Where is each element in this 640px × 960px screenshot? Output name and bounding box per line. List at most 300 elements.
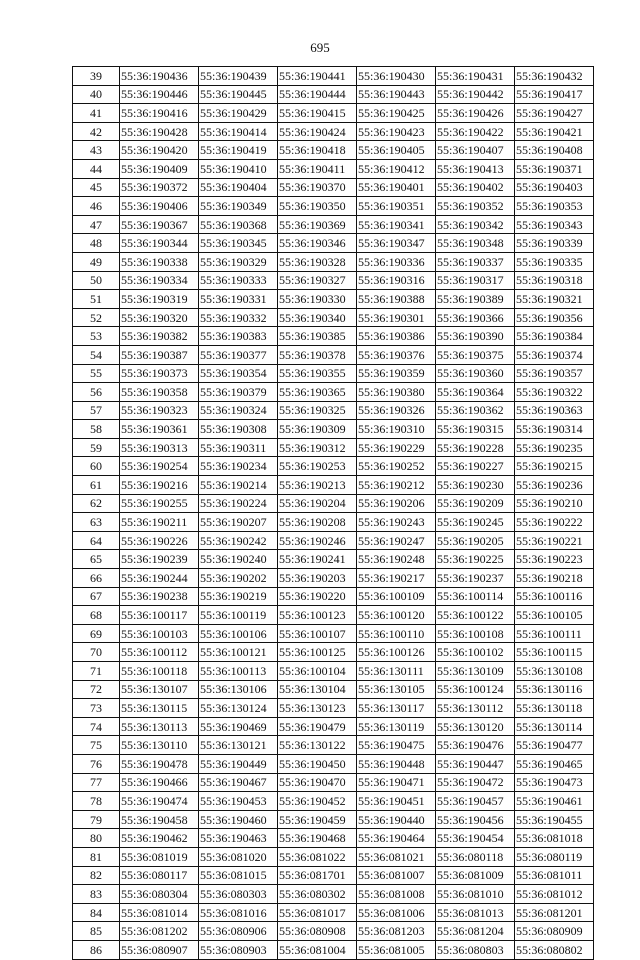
cadastral-number-cell: 55:36:190319 [120,290,199,309]
table-row [73,438,594,457]
row-number-cell: 42 [73,122,120,141]
cadastral-number-cell: 55:36:190458 [120,810,199,829]
cadastral-number-cell: 55:36:100120 [357,606,436,625]
row-number-cell: 44 [73,159,120,178]
cadastral-number-cell: 55:36:190416 [120,104,199,123]
cadastral-number-cell: 55:36:190248 [357,550,436,569]
table-row [73,903,594,922]
row-number-cell: 40 [73,85,120,104]
row-number-cell: 86 [73,940,120,959]
cadastral-number-cell: 55:36:190471 [357,773,436,792]
cadastral-number-cell: 55:36:190236 [515,476,594,495]
row-number-cell: 77 [73,773,120,792]
cadastral-number-cell: 55:36:190227 [436,457,515,476]
cadastral-number-cell: 55:36:080803 [436,940,515,959]
table-row [73,159,594,178]
cadastral-number-cell: 55:36:190209 [436,494,515,513]
cadastral-number-cell: 55:36:190364 [436,383,515,402]
cadastral-number-cell: 55:36:190333 [199,271,278,290]
cadastral-number-cell: 55:36:130123 [278,699,357,718]
cadastral-number-cell: 55:36:190218 [515,569,594,588]
cadastral-number-cell: 55:36:190237 [436,569,515,588]
row-number-cell: 74 [73,717,120,736]
cadastral-number-cell: 55:36:190239 [120,550,199,569]
cadastral-number-cell: 55:36:190206 [357,494,436,513]
table-row [73,885,594,904]
cadastral-number-cell: 55:36:190336 [357,252,436,271]
cadastral-number-cell: 55:36:100114 [436,587,515,606]
cadastral-number-cell: 55:36:190464 [357,829,436,848]
cadastral-number-cell: 55:36:190207 [199,513,278,532]
table-row [73,736,594,755]
cadastral-number-cell: 55:36:190380 [357,383,436,402]
cadastral-number-cell: 55:36:081004 [278,940,357,959]
cadastral-number-cell: 55:36:081016 [199,903,278,922]
table-row [73,773,594,792]
row-number-cell: 72 [73,680,120,699]
cadastral-number-cell: 55:36:190363 [515,401,594,420]
cadastral-number-cell: 55:36:190449 [199,754,278,773]
cadastral-number-cell: 55:36:190408 [515,141,594,160]
table-row [73,364,594,383]
cadastral-number-cell: 55:36:190348 [436,234,515,253]
cadastral-number-cell: 55:36:190432 [515,67,594,86]
cadastral-number-cell: 55:36:190203 [278,569,357,588]
cadastral-number-cell: 55:36:190338 [120,252,199,271]
cadastral-number-cell: 55:36:190378 [278,345,357,364]
table-row [73,104,594,123]
cadastral-number-cell: 55:36:190462 [120,829,199,848]
table-row [73,215,594,234]
table-row [73,847,594,866]
cadastral-number-cell: 55:36:190328 [278,252,357,271]
cadastral-number-cell: 55:36:130106 [199,680,278,699]
table-row [73,327,594,346]
cadastral-number-cell: 55:36:190246 [278,531,357,550]
cadastral-number-cell: 55:36:081202 [120,922,199,941]
cadastral-number-cell: 55:36:190202 [199,569,278,588]
cadastral-number-cell: 55:36:190456 [436,810,515,829]
cadastral-number-cell: 55:36:190312 [278,438,357,457]
row-number-cell: 65 [73,550,120,569]
row-number-cell: 46 [73,197,120,216]
cadastral-number-cell: 55:36:081020 [199,847,278,866]
cadastral-number-cell: 55:36:190225 [436,550,515,569]
cadastral-number-cell: 55:36:190318 [515,271,594,290]
cadastral-number-cell: 55:36:081701 [278,866,357,885]
cadastral-number-cell: 55:36:190357 [515,364,594,383]
cadastral-number-cell: 55:36:190423 [357,122,436,141]
cadastral-number-cell: 55:36:190212 [357,476,436,495]
cadastral-number-cell: 55:36:130114 [515,717,594,736]
cadastral-number-cell: 55:36:190463 [199,829,278,848]
cadastral-number-cell: 55:36:081201 [515,903,594,922]
cadastral-number-cell: 55:36:081007 [357,866,436,885]
cadastral-number-cell: 55:36:081019 [120,847,199,866]
cadastral-number-cell: 55:36:190376 [357,345,436,364]
cadastral-number-cell: 55:36:130108 [515,662,594,681]
row-number-cell: 73 [73,699,120,718]
cadastral-number-cell: 55:36:190323 [120,401,199,420]
cadastral-number-cell: 55:36:190406 [120,197,199,216]
table-row [73,513,594,532]
cadastral-number-cell: 55:36:081005 [357,940,436,959]
cadastral-number-cell: 55:36:081018 [515,829,594,848]
row-number-cell: 41 [73,104,120,123]
table-row [73,587,594,606]
cadastral-number-cell: 55:36:190450 [278,754,357,773]
cadastral-number-cell: 55:36:190382 [120,327,199,346]
cadastral-number-cell: 55:36:190331 [199,290,278,309]
cadastral-number-cell: 55:36:190309 [278,420,357,439]
cadastral-number-cell: 55:36:100115 [515,643,594,662]
cadastral-number-cell: 55:36:190369 [278,215,357,234]
cadastral-number-cell: 55:36:080117 [120,866,199,885]
row-number-cell: 70 [73,643,120,662]
cadastral-number-cell: 55:36:190316 [357,271,436,290]
table-row [73,308,594,327]
cadastral-number-cell: 55:36:190221 [515,531,594,550]
cadastral-number-cell: 55:36:190419 [199,141,278,160]
cadastral-number-cell: 55:36:100105 [515,606,594,625]
cadastral-number-cell: 55:36:190417 [515,85,594,104]
cadastral-number-cell: 55:36:190453 [199,792,278,811]
cadastral-number-cell: 55:36:081009 [436,866,515,885]
cadastral-number-cell: 55:36:190372 [120,178,199,197]
table-row [73,680,594,699]
cadastral-number-cell: 55:36:130115 [120,699,199,718]
cadastral-number-cell: 55:36:190448 [357,754,436,773]
table-row [73,922,594,941]
cadastral-number-cell: 55:36:190409 [120,159,199,178]
cadastral-number-cell: 55:36:190465 [515,754,594,773]
cadastral-number-cell: 55:36:100122 [436,606,515,625]
cadastral-number-cell: 55:36:190321 [515,290,594,309]
cadastral-number-cell: 55:36:190368 [199,215,278,234]
cadastral-number-cell: 55:36:190442 [436,85,515,104]
cadastral-number-cell: 55:36:190469 [199,717,278,736]
cadastral-number-cell: 55:36:081203 [357,922,436,941]
cadastral-number-cell: 55:36:190301 [357,308,436,327]
cadastral-number-cell: 55:36:100125 [278,643,357,662]
cadastral-number-cell: 55:36:080304 [120,885,199,904]
cadastral-number-cell: 55:36:190252 [357,457,436,476]
cadastral-number-cell: 55:36:100107 [278,624,357,643]
cadastral-number-cell: 55:36:081006 [357,903,436,922]
cadastral-number-cell: 55:36:190428 [120,122,199,141]
cadastral-number-cell: 55:36:100112 [120,643,199,662]
cadastral-number-cell: 55:36:190240 [199,550,278,569]
cadastral-number-cell: 55:36:190313 [120,438,199,457]
row-number-cell: 62 [73,494,120,513]
cadastral-number-cell: 55:36:190230 [436,476,515,495]
cadastral-number-cell: 55:36:190418 [278,141,357,160]
table-row [73,754,594,773]
cadastral-number-cell: 55:36:190386 [357,327,436,346]
cadastral-number-cell: 55:36:190253 [278,457,357,476]
cadastral-number-cell: 55:36:190224 [199,494,278,513]
cadastral-number-cell: 55:36:190387 [120,345,199,364]
row-number-cell: 68 [73,606,120,625]
cadastral-number-cell: 55:36:190344 [120,234,199,253]
cadastral-number-cell: 55:36:190339 [515,234,594,253]
cadastral-number-cell: 55:36:190326 [357,401,436,420]
table-row [73,810,594,829]
cadastral-number-cell: 55:36:190335 [515,252,594,271]
cadastral-number-cell: 55:36:190460 [199,810,278,829]
cadastral-table [72,66,594,960]
table-row [73,141,594,160]
table-row [73,494,594,513]
row-number-cell: 43 [73,141,120,160]
table-row [73,457,594,476]
table-row [73,531,594,550]
table-row [73,345,594,364]
cadastral-number-cell: 55:36:080303 [199,885,278,904]
cadastral-number-cell: 55:36:190353 [515,197,594,216]
cadastral-number-cell: 55:36:190334 [120,271,199,290]
table-row [73,866,594,885]
table-row [73,290,594,309]
cadastral-number-cell: 55:36:100118 [120,662,199,681]
cadastral-number-cell: 55:36:190470 [278,773,357,792]
cadastral-number-cell: 55:36:080802 [515,940,594,959]
cadastral-number-cell: 55:36:130117 [357,699,436,718]
table-row [73,829,594,848]
cadastral-number-cell: 55:36:190427 [515,104,594,123]
cadastral-number-cell: 55:36:190466 [120,773,199,792]
cadastral-number-cell: 55:36:190346 [278,234,357,253]
cadastral-number-cell: 55:36:190476 [436,736,515,755]
cadastral-number-cell: 55:36:100116 [515,587,594,606]
cadastral-number-cell: 55:36:190389 [436,290,515,309]
cadastral-number-cell: 55:36:080909 [515,922,594,941]
cadastral-number-cell: 55:36:190311 [199,438,278,457]
row-number-cell: 63 [73,513,120,532]
cadastral-number-cell: 55:36:100104 [278,662,357,681]
cadastral-number-cell: 55:36:190461 [515,792,594,811]
cadastral-number-cell: 55:36:081008 [357,885,436,904]
row-number-cell: 52 [73,308,120,327]
cadastral-number-cell: 55:36:190238 [120,587,199,606]
cadastral-number-cell: 55:36:190337 [436,252,515,271]
row-number-cell: 60 [73,457,120,476]
cadastral-number-cell: 55:36:190479 [278,717,357,736]
cadastral-number-cell: 55:36:190454 [436,829,515,848]
cadastral-number-cell: 55:36:130111 [357,662,436,681]
cadastral-number-cell: 55:36:100111 [515,624,594,643]
cadastral-number-cell: 55:36:190440 [357,810,436,829]
cadastral-number-cell: 55:36:190242 [199,531,278,550]
cadastral-number-cell: 55:36:190443 [357,85,436,104]
cadastral-number-cell: 55:36:190410 [199,159,278,178]
table-body [73,67,594,960]
cadastral-number-cell: 55:36:081013 [436,903,515,922]
row-number-cell: 49 [73,252,120,271]
cadastral-number-cell: 55:36:081021 [357,847,436,866]
row-number-cell: 51 [73,290,120,309]
row-number-cell: 66 [73,569,120,588]
cadastral-number-cell: 55:36:190310 [357,420,436,439]
cadastral-number-cell: 55:36:100124 [436,680,515,699]
cadastral-number-cell: 55:36:190359 [357,364,436,383]
cadastral-number-cell: 55:36:130122 [278,736,357,755]
cadastral-number-cell: 55:36:081012 [515,885,594,904]
row-number-cell: 47 [73,215,120,234]
cadastral-number-cell: 55:36:080118 [436,847,515,866]
cadastral-number-cell: 55:36:190228 [436,438,515,457]
cadastral-number-cell: 55:36:130120 [436,717,515,736]
cadastral-number-cell: 55:36:081017 [278,903,357,922]
row-number-cell: 45 [73,178,120,197]
table-row [73,178,594,197]
cadastral-number-cell: 55:36:190345 [199,234,278,253]
cadastral-number-cell: 55:36:190325 [278,401,357,420]
cadastral-number-cell: 55:36:190352 [436,197,515,216]
cadastral-number-cell: 55:36:100108 [436,624,515,643]
cadastral-number-cell: 55:36:190429 [199,104,278,123]
cadastral-number-cell: 55:36:190472 [436,773,515,792]
cadastral-number-cell: 55:36:130116 [515,680,594,699]
cadastral-number-cell: 55:36:081010 [436,885,515,904]
cadastral-number-cell: 55:36:190441 [278,67,357,86]
row-number-cell: 64 [73,531,120,550]
cadastral-number-cell: 55:36:190329 [199,252,278,271]
cadastral-number-cell: 55:36:190474 [120,792,199,811]
row-number-cell: 59 [73,438,120,457]
cadastral-number-cell: 55:36:081022 [278,847,357,866]
row-number-cell: 50 [73,271,120,290]
cadastral-number-cell: 55:36:190358 [120,383,199,402]
cadastral-number-cell: 55:36:190401 [357,178,436,197]
cadastral-number-cell: 55:36:100109 [357,587,436,606]
table-row [73,662,594,681]
cadastral-number-cell: 55:36:100103 [120,624,199,643]
cadastral-number-cell: 55:36:190330 [278,290,357,309]
cadastral-number-cell: 55:36:190444 [278,85,357,104]
cadastral-number-cell: 55:36:190425 [357,104,436,123]
cadastral-number-cell: 55:36:190379 [199,383,278,402]
cadastral-number-cell: 55:36:190422 [436,122,515,141]
cadastral-number-cell: 55:36:190384 [515,327,594,346]
cadastral-number-cell: 55:36:190351 [357,197,436,216]
row-number-cell: 71 [73,662,120,681]
row-number-cell: 57 [73,401,120,420]
row-number-cell: 83 [73,885,120,904]
cadastral-number-cell: 55:36:190415 [278,104,357,123]
cadastral-number-cell: 55:36:190366 [436,308,515,327]
cadastral-number-cell: 55:36:190254 [120,457,199,476]
cadastral-number-cell: 55:36:190459 [278,810,357,829]
page-number: 695 [310,40,330,55]
cadastral-number-cell: 55:36:190451 [357,792,436,811]
table-row [73,643,594,662]
row-number-cell: 39 [73,67,120,86]
cadastral-number-cell: 55:36:190420 [120,141,199,160]
cadastral-number-cell: 55:36:190340 [278,308,357,327]
cadastral-number-cell: 55:36:190235 [515,438,594,457]
cadastral-number-cell: 55:36:190320 [120,308,199,327]
cadastral-number-cell: 55:36:190214 [199,476,278,495]
row-number-cell: 76 [73,754,120,773]
cadastral-number-cell: 55:36:190347 [357,234,436,253]
cadastral-number-cell: 55:36:130119 [357,717,436,736]
cadastral-number-cell: 55:36:130121 [199,736,278,755]
cadastral-number-cell: 55:36:080907 [120,940,199,959]
cadastral-number-cell: 55:36:190361 [120,420,199,439]
cadastral-number-cell: 55:36:190388 [357,290,436,309]
cadastral-number-cell: 55:36:080908 [278,922,357,941]
cadastral-number-cell: 55:36:190413 [436,159,515,178]
cadastral-number-cell: 55:36:190216 [120,476,199,495]
cadastral-number-cell: 55:36:100126 [357,643,436,662]
row-number-cell: 48 [73,234,120,253]
table-row [73,550,594,569]
table-row [73,476,594,495]
cadastral-number-cell: 55:36:190375 [436,345,515,364]
cadastral-number-cell: 55:36:190457 [436,792,515,811]
cadastral-number-cell: 55:36:190349 [199,197,278,216]
cadastral-number-cell: 55:36:190234 [199,457,278,476]
cadastral-number-cell: 55:36:190439 [199,67,278,86]
cadastral-number-cell: 55:36:190219 [199,587,278,606]
row-number-cell: 79 [73,810,120,829]
table-row [73,624,594,643]
cadastral-number-cell: 55:36:190390 [436,327,515,346]
cadastral-number-cell: 55:36:190374 [515,345,594,364]
cadastral-number-cell: 55:36:190223 [515,550,594,569]
cadastral-number-cell: 55:36:190247 [357,531,436,550]
cadastral-number-cell: 55:36:190477 [515,736,594,755]
row-number-cell: 69 [73,624,120,643]
cadastral-number-cell: 55:36:190315 [436,420,515,439]
table-row [73,197,594,216]
cadastral-number-cell: 55:36:130107 [120,680,199,699]
cadastral-number-cell: 55:36:190377 [199,345,278,364]
row-number-cell: 75 [73,736,120,755]
cadastral-number-cell: 55:36:190426 [436,104,515,123]
cadastral-number-cell: 55:36:190317 [436,271,515,290]
cadastral-number-cell: 55:36:190204 [278,494,357,513]
cadastral-number-cell: 55:36:130105 [357,680,436,699]
cadastral-number-cell: 55:36:190205 [436,531,515,550]
row-number-cell: 84 [73,903,120,922]
cadastral-number-cell: 55:36:190446 [120,85,199,104]
table-row [73,401,594,420]
cadastral-number-cell: 55:36:190383 [199,327,278,346]
cadastral-number-cell: 55:36:190211 [120,513,199,532]
cadastral-number-cell: 55:36:190385 [278,327,357,346]
table-row [73,122,594,141]
cadastral-number-cell: 55:36:081204 [436,922,515,941]
table-row [73,420,594,439]
cadastral-number-cell: 55:36:190210 [515,494,594,513]
cadastral-number-cell: 55:36:190403 [515,178,594,197]
cadastral-number-cell: 55:36:190404 [199,178,278,197]
cadastral-number-cell: 55:36:190356 [515,308,594,327]
cadastral-number-cell: 55:36:190402 [436,178,515,197]
cadastral-number-cell: 55:36:190342 [436,215,515,234]
table-row [73,271,594,290]
cadastral-number-cell: 55:36:190222 [515,513,594,532]
cadastral-number-cell: 55:36:190455 [515,810,594,829]
row-number-cell: 85 [73,922,120,941]
row-number-cell: 82 [73,866,120,885]
cadastral-number-cell: 55:36:190243 [357,513,436,532]
cadastral-number-cell: 55:36:190360 [436,364,515,383]
cadastral-number-cell: 55:36:190213 [278,476,357,495]
cadastral-number-cell: 55:36:080302 [278,885,357,904]
